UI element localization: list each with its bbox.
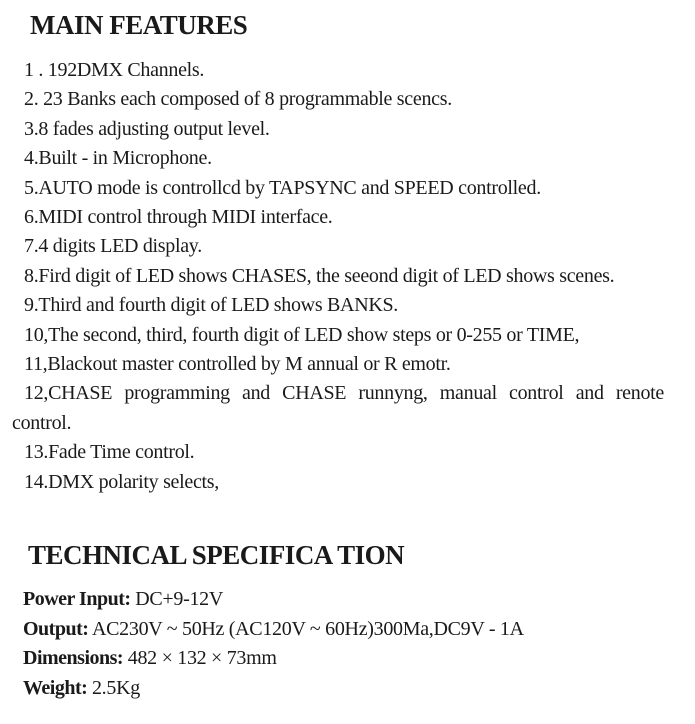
feature-item: 13.Fade Time control. bbox=[24, 441, 195, 464]
spec-row-power-input bbox=[23, 585, 683, 615]
features-list bbox=[12, 56, 664, 497]
technical-specification-heading: TECHNICAL SPECIFICA TION bbox=[28, 540, 405, 570]
main-features-heading: MAIN FEATURES bbox=[30, 10, 248, 40]
spec-label: Weight: bbox=[23, 676, 88, 699]
spec-value: AC230V ~ 50Hz (AC120V ~ 60Hz)300Ma,DC9V - 1A bbox=[88, 617, 524, 640]
feature-item: 11,Blackout master controlled by M annual or R emotr. bbox=[24, 353, 451, 376]
feature-item: 2. 23 Banks each composed of 8 programmable scencs. bbox=[24, 88, 452, 111]
feature-item: 9.Third and fourth digit of LED shows BANKS. bbox=[24, 294, 398, 317]
feature-item: 12,CHASE programming and CHASE runnyng, manual control and renote control. bbox=[12, 382, 664, 434]
feature-item: 5.AUTO mode is controllcd by TAPSYNC and SPEED controlled. bbox=[24, 176, 541, 199]
feature-item: 7.4 digits LED display. bbox=[24, 235, 202, 258]
feature-item: 8.Fird digit of LED shows CHASES, the seeond digit of LED shows scenes. bbox=[24, 264, 615, 287]
spec-row-output bbox=[23, 615, 683, 645]
feature-item: 6.MIDI control through MIDI interface. bbox=[24, 206, 333, 229]
feature-item: 10,The second, third, fourth digit of LED show steps or 0-255 or TIME, bbox=[24, 323, 580, 346]
spec-row-dimensions bbox=[23, 644, 683, 674]
feature-item: 14.DMX polarity selects, bbox=[24, 470, 219, 493]
spec-list bbox=[23, 585, 683, 703]
feature-item: 3.8 fades adjusting output level. bbox=[24, 117, 270, 140]
spec-value: DC+9-12V bbox=[130, 588, 223, 610]
spec-value: 2.5Kg bbox=[87, 676, 140, 699]
spec-row-weight bbox=[23, 674, 683, 704]
feature-item: 4.Built - in Microphone. bbox=[24, 147, 212, 170]
feature-item: 1 . 192DMX Channels. bbox=[24, 59, 205, 81]
spec-label: Power Input: bbox=[23, 588, 131, 610]
spec-label: Output: bbox=[23, 617, 89, 640]
spec-label: Dimensions: bbox=[23, 647, 124, 669]
spec-value: 482 × 132 × 73mm bbox=[123, 647, 277, 669]
